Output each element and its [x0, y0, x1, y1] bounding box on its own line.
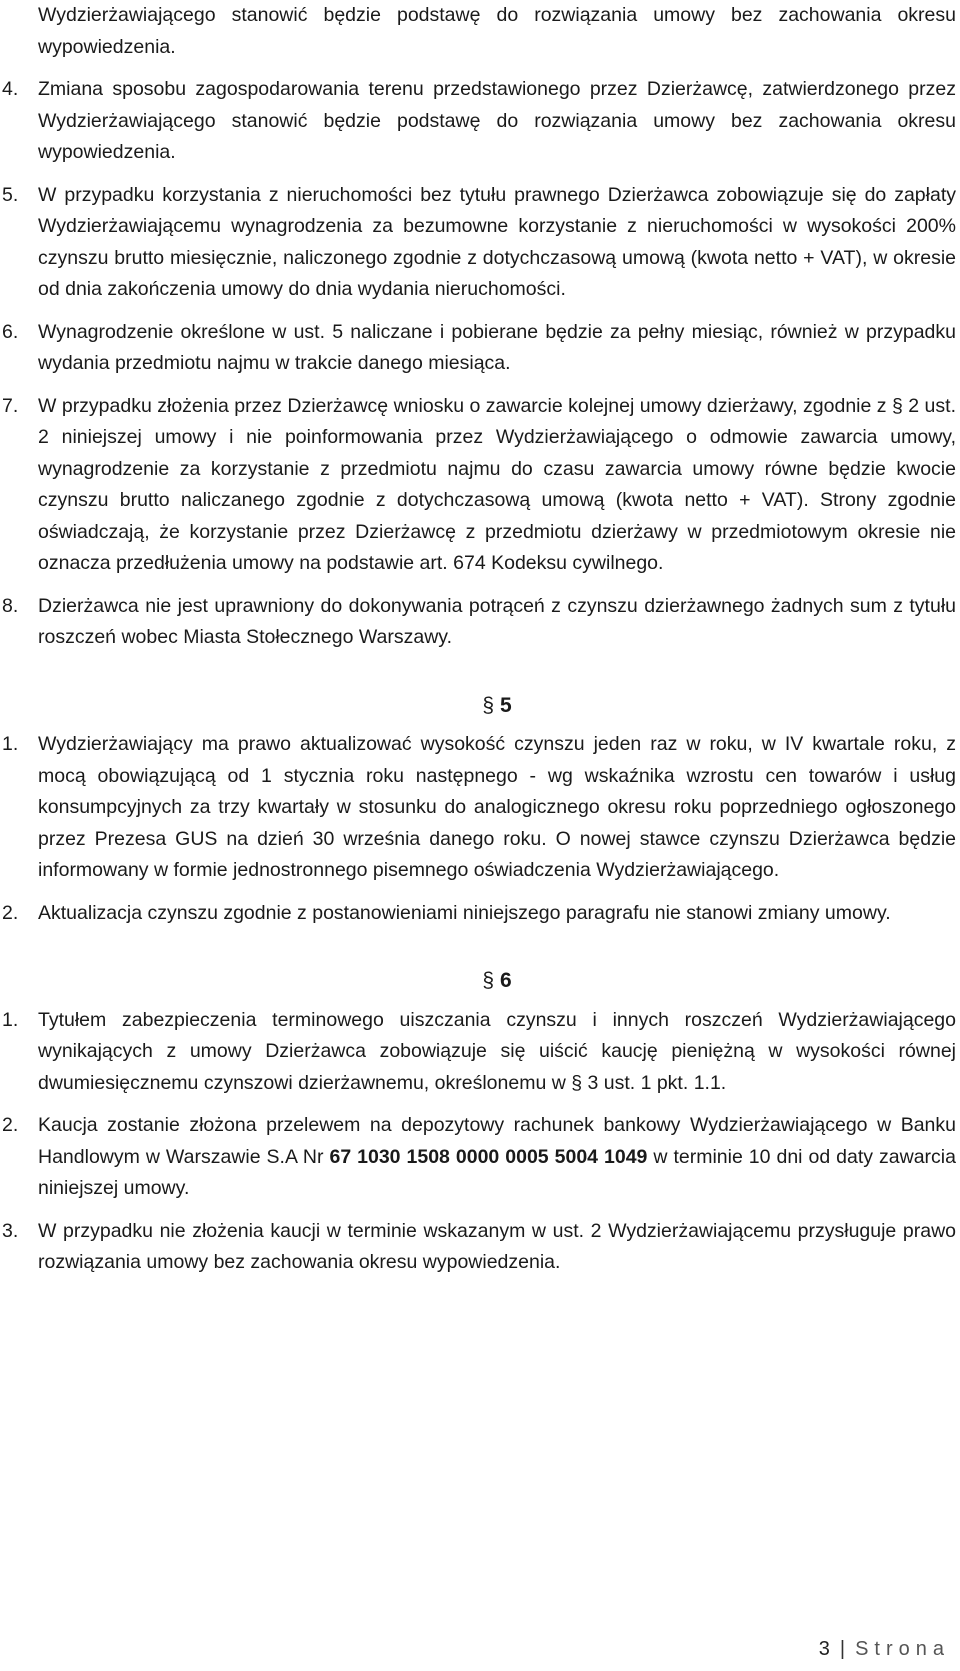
section-heading-5	[38, 690, 956, 722]
section-heading-6	[38, 965, 956, 997]
list-number: 8.	[2, 594, 19, 617]
list-item-6	[2, 317, 956, 380]
list-item-text: Aktualizacja czynszu zgodnie z postanowieniami niniejszego paragrafu nie stanowi zmiany umowy.	[38, 901, 891, 924]
section-number: 6	[500, 969, 512, 992]
list-item-text: Wynagrodzenie określone w ust. 5 naliczane i pobierane będzie za pełny miesiąc, również w przypadku wydania przedmiotu najmu w trakcie danego miesiąca.	[38, 320, 956, 374]
section-number: 5	[500, 693, 512, 717]
list-number: 3.	[2, 1219, 19, 1242]
list-item-5	[2, 180, 956, 306]
list-number: 1.	[2, 1008, 19, 1031]
page-footer	[819, 1632, 950, 1668]
list-item-text: Wydzierżawiający ma prawo aktualizować wysokość czynszu jeden raz w roku, w IV kwartale roku, z mocą obowiązującą od 1 stycznia roku następnego - wg wskaźnika wzrostu cen towarów i usług konsumpcyjnych za trzy kwartały w stosunku do analogicznego okresu roku poprzedniego ogłoszonego przez Prezesa GUS na dzień 30 września danego roku. O nowej stawce czynszu Dzierżawca będzie informowany w formie jednostronnego pisemnego oświadczenia Wydzierżawiającego.	[38, 733, 956, 881]
document-content	[2, 0, 956, 1279]
list-item-text	[38, 1110, 956, 1205]
list-number: 2.	[2, 901, 19, 924]
section6-item-2	[2, 1110, 956, 1205]
page-number: 3	[818, 1638, 830, 1661]
section6-item-1	[2, 1005, 956, 1100]
list-number: 4.	[2, 78, 19, 100]
list-number: 1.	[2, 733, 19, 755]
section5-item-2	[2, 898, 956, 930]
section5-item-1	[2, 729, 956, 887]
page-label: Strona	[855, 1638, 950, 1661]
intro-paragraph: Wydzierżawiającego stanowić będzie podstawę do rozwiązania umowy bez zachowania okresu wypowiedzenia.	[38, 4, 956, 58]
text-before-account: Kaucja zostanie złożona przelewem na depozytowy rachunek bankowy Wydzierżawiającego w Banku Handlowym w Warszawie S.A Nr	[38, 1114, 956, 1168]
list-item-text: Dzierżawca nie jest uprawniony do dokonywania potrąceń z czynszu dzierżawnego żadnych sum z tytułu roszczeń wobec Miasta Stołecznego Warszawy.	[38, 594, 956, 648]
list-item-7	[2, 391, 956, 580]
list-number: 6.	[2, 320, 19, 343]
list-item-text: Tytułem zabezpieczenia terminowego uiszczania czynszu i innych roszczeń Wydzierżawiającego wynikających z umowy Dzierżawca zobowiązuje się uiścić kaucję pieniężną w wysokości równej dwumiesięcznemu czynszowi dzierżawnemu, określonemu w § 3 ust. 1 pkt. 1.1.	[38, 1008, 956, 1094]
list-item-text: Zmiana sposobu zagospodarowania terenu przedstawionego przez Dzierżawcę, zatwierdzonego przez Wydzierżawiającego stanowić będzie podstawę do rozwiązania umowy bez zachowania okresu wypowiedzenia.	[38, 78, 956, 163]
section6-item-3	[2, 1216, 956, 1279]
list-item-text: W przypadku złożenia przez Dzierżawcę wniosku o zawarcie kolejnej umowy dzierżawy, zgodnie z § 2 ust. 2 niniejszej umowy i nie poinformowania przez Wydzierżawiającego o odmowie zawarcia umowy, wynagrodzenie za korzystanie z przedmiotu najmu do czasu zawarcia umowy równe będzie kwocie czynszu brutto naliczanego zgodnie z dotychczasową umową (kwota netto + VAT). Strony zgodnie oświadczają, że korzystanie przez Dzierżawcę z przedmiotu dzierżawy w przedmiotowym okresie nie oznacza przedłużenia umowy na podstawie art. 674 Kodeksu cywilnego.	[38, 394, 956, 574]
section-symbol: §	[482, 969, 494, 992]
list-item-8	[2, 591, 956, 654]
list-number: 2.	[2, 1114, 19, 1136]
text-after-account: w terminie 10 dni od daty zawarcia niniejszej umowy.	[38, 1145, 956, 1199]
footer-separator: |	[839, 1638, 846, 1661]
list-number: 7.	[2, 394, 19, 417]
list-item-text: W przypadku korzystania z nieruchomości bez tytułu prawnego Dzierżawca zobowiązuje się do zapłaty Wydzierżawiającemu wynagrodzenia za bezumowne korzystanie z nieruchomości w wysokości 200% czynszu brutto miesięcznie, naliczonego zgodnie z dotychczasową umową (kwota netto + VAT), w okresie od dnia zakończenia umowy do dnia wydania nieruchomości.	[38, 183, 956, 300]
section-symbol: §	[482, 693, 494, 717]
list-number: 5.	[2, 183, 19, 206]
list-item-text: W przypadku nie złożenia kaucji w terminie wskazanym w ust. 2 Wydzierżawiającemu przysługuje prawo rozwiązania umowy bez zachowania okresu wypowiedzenia.	[38, 1219, 956, 1273]
list-item-4	[2, 74, 956, 169]
bank-account-number: 67 1030 1508 0000 0005 5004 1049	[329, 1145, 648, 1168]
